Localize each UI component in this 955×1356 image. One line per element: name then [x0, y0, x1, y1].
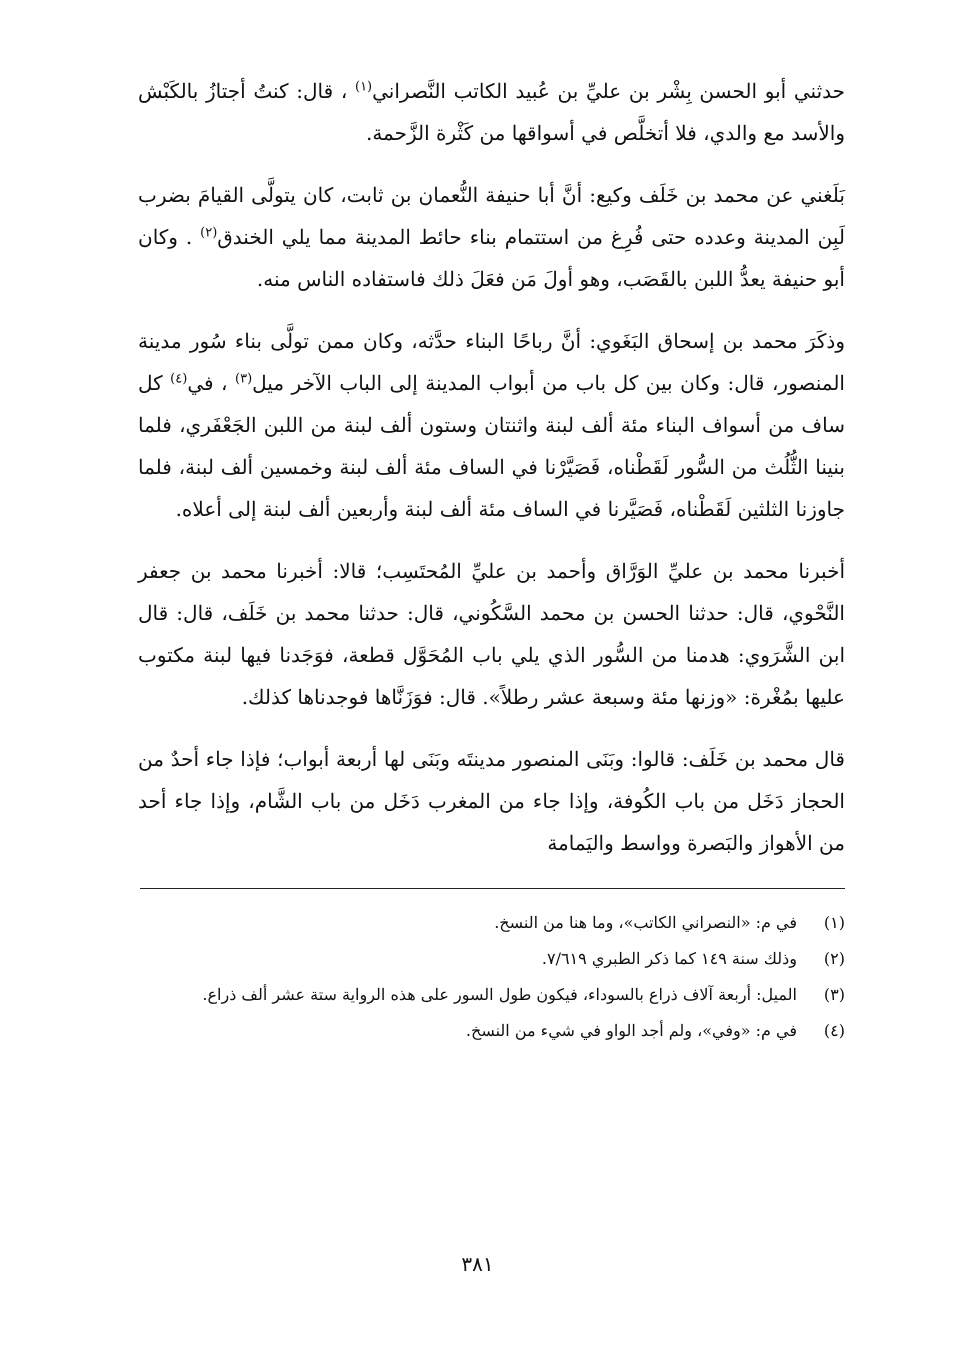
footnote-ref-1: (١) [354, 79, 373, 95]
footnote-3-text: الميل: أربعة آلاف ذراع بالسوداء، فيكون طول السور على هذه الرواية ستة عشر ألف ذراع. [202, 985, 797, 1004]
footnote-ref-4: (٤) [170, 371, 188, 387]
footnote-2-number: (٢) [823, 949, 845, 968]
footnote-ref-3: (٣) [235, 371, 253, 387]
footnote-ref-2: (٢) [200, 225, 218, 241]
footnote-4-number: (٤) [823, 1021, 845, 1040]
paragraph-4 [138, 550, 845, 718]
footnote-1 [138, 907, 845, 939]
footnotes [138, 907, 845, 1047]
paragraph-3-text-b: كل ساف من أسواف البناء مئة ألف لبنة واثنتان وستون ألف لبنة من اللبن الجَعْفَري، فلما بنينا الثُّلُث من السُّور لَقَطْناه، فَصَيَّرْنا في الساف مئة ألف لبنة وخمسين ألف لبنة، فلما جاوزنا الثلثين لَقَطْناه، فَصَيَّرنا في الساف مئة ألف لبنة وأربعين ألف لبنة إلى أعلاه. [138, 371, 845, 521]
footnote-3-number: (٣) [823, 985, 845, 1004]
paragraph-2-text-a: بَلَغني عن محمد بن خَلَف وكيع: أنَّ أبا حنيفة النُّعمان بن ثابت، كان يتولَّى القيامَ بضرب لَبِن المدينة وعدده حتى فُرِغ من استتمام بناء حائط المدينة مما يلي الخندق [138, 183, 845, 249]
footnote-2-text: وذلك سنة ١٤٩ كما ذكر الطبري ٧/٦١٩. [541, 949, 797, 968]
paragraph-5-text: قال محمد بن خَلَف: قالوا: وبَنَى المنصور مدينتَه وبَنَى لها أربعة أبواب؛ فإذا جاء أحدٌ من الحجاز دَخَل من باب الكُوفة، وإذا جاء من المغرب دَخَل من باب الشَّام، وإذا جاء أحد من الأهواز والبَصرة وواسط واليَمامة [138, 747, 845, 855]
paragraph-5 [138, 738, 845, 864]
footnote-2 [138, 943, 845, 975]
footnote-divider [140, 888, 845, 889]
paragraph-3 [138, 320, 845, 530]
paragraph-3-text-mid: ، في [187, 371, 235, 395]
footnote-1-text: في م: «النصراني الكاتب»، وما هنا من النسخ. [494, 913, 797, 932]
footnote-4-text: في م: «وفي»، ولم أجد الواو في شيء من النسخ. [465, 1021, 797, 1040]
footnote-3 [138, 979, 845, 1011]
paragraph-1-text-a: حدثني أبو الحسن بِشْر بن عليِّ بن عُبيد الكاتب النَّصراني [372, 79, 845, 103]
paragraph-1 [138, 70, 845, 154]
paragraph-2-text-b: . وكان أبو حنيفة يعدُّ اللبن بالقَصَب، وهو أولَ مَن فعَلَ ذلك فاستفاده الناس منه. [138, 225, 845, 291]
paragraph-2 [138, 174, 845, 300]
footnote-1-number: (١) [823, 913, 845, 932]
footnote-4 [138, 1015, 845, 1047]
paragraph-1-text-b: ، قال: كنتُ أجتازُ بالكَبْش والأسد مع والدي، فلا أتخلَّص في أسواقها من كَثْرة الزَّحمة. [138, 79, 845, 145]
paragraph-3-text-a: وذكَرَ محمد بن إسحاق البَغَوي: أنَّ رباحًا البناء حدَّثه، وكان ممن تولَّى بناء سُور مدينة المنصور، قال: وكان بين كل باب من أبواب المدينة إلى الباب الآخر ميل [138, 329, 845, 395]
paragraph-4-text: أخبرنا محمد بن عليِّ الوَرَّاق وأحمد بن عليِّ المُحتَسِب؛ قالا: أخبرنا محمد بن جعفر النَّحْوي، قال: حدثنا الحسن بن محمد السَّكُوني، قال: حدثنا محمد بن خَلَف، قال: قال ابن الشَّرَوي: هدمنا من السُّور الذي يلي باب المُحَوَّل قطعة، فوَجَدنا فيها لبنة مكتوب عليها بمُغْرة: «وزنها مئة وسبعة عشر رطلاً». قال: فوَزَنَّاها فوجدناها كذلك. [138, 559, 846, 709]
page-number: ٣٨١ [461, 1252, 494, 1276]
